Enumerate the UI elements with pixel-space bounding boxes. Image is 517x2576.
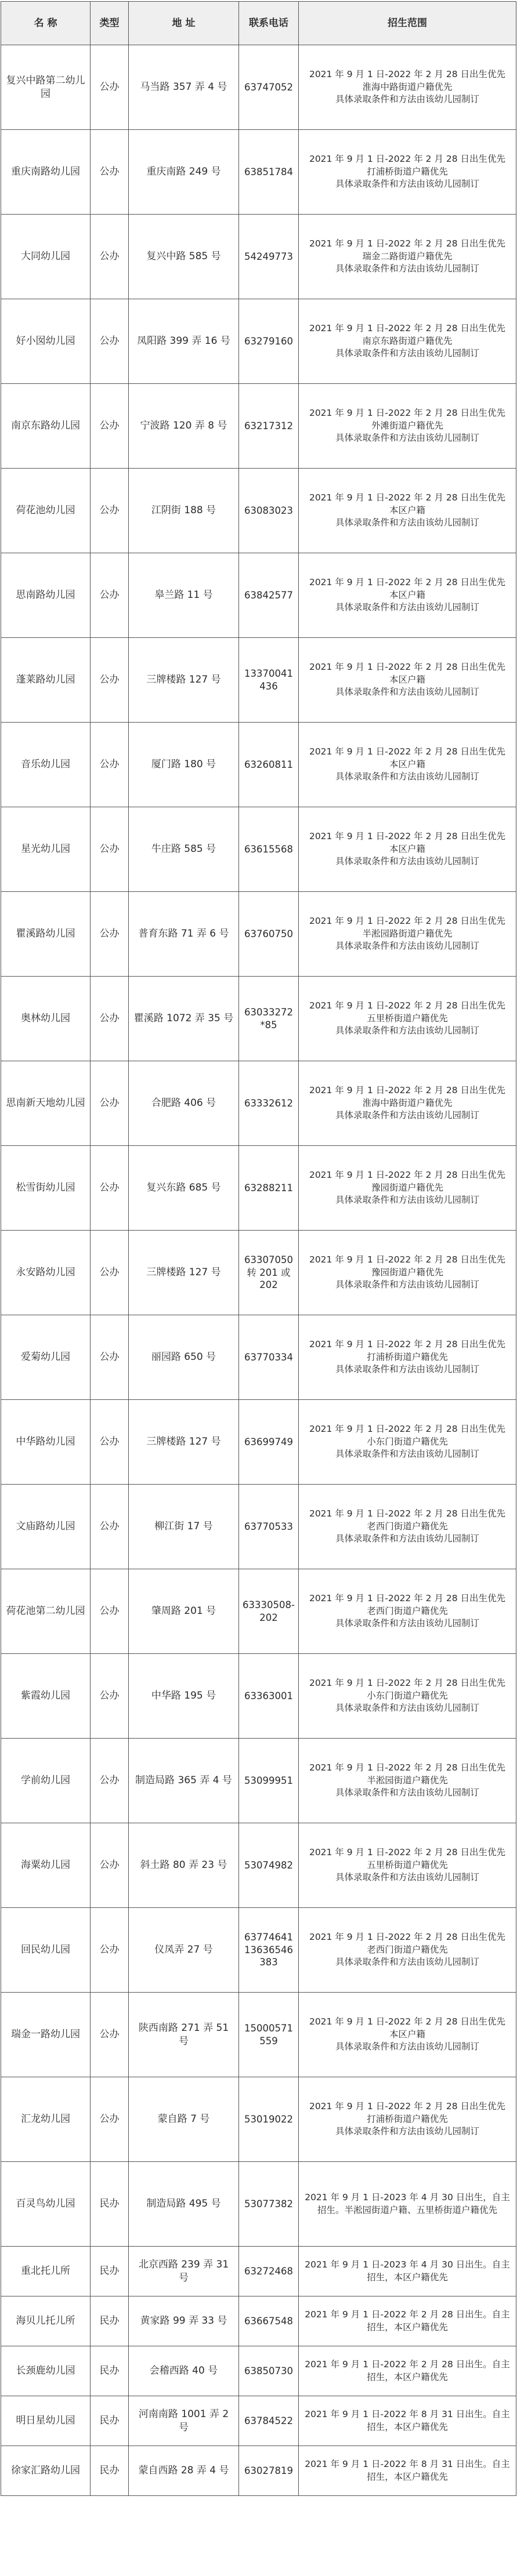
address-cell: 宁波路 120 弄 8 号 — [129, 384, 239, 469]
address-cell: 中华路 195 号 — [129, 1654, 239, 1739]
address-cell: 牛庄路 585 号 — [129, 807, 239, 892]
kindergarten-name-cell: 南京东路幼儿园 — [1, 384, 91, 469]
school-type-cell: 公办 — [91, 807, 129, 892]
kindergarten-name-cell: 紫霞幼儿园 — [1, 1654, 91, 1739]
enrollment-scope-cell: 2021 年 9 月 1 日-2022 年 2 月 28 日出生优先 老西门街道户籍优先 具体录取条件和方法由该幼儿园制订 — [299, 1485, 516, 1569]
address-cell: 黄家路 99 弄 33 号 — [129, 2296, 239, 2346]
table-row — [1, 1823, 516, 1908]
kindergarten-name-cell: 荷花池幼儿园 — [1, 469, 91, 553]
table-row — [1, 1908, 516, 1993]
enrollment-scope-cell: 2021 年 9 月 1 日-2022 年 2 月 28 日出生优先 老西门街道户籍优先 具体录取条件和方法由该幼儿园制订 — [299, 1908, 516, 1993]
phone-cell: 63083023 — [239, 469, 299, 553]
enrollment-scope-cell: 2021 年 9 月 1 日-2023 年 4 月 30 日出生，自主招生。半淞园街道户籍、五里桥街道户籍优先 — [299, 2162, 516, 2247]
school-type-cell: 公办 — [91, 1231, 129, 1315]
enrollment-scope-cell: 2021 年 9 月 1 日-2022 年 8 月 31 日出生。自主招生，本区户籍优先 — [299, 2446, 516, 2496]
table-row — [1, 807, 516, 892]
table-row — [1, 299, 516, 384]
kindergarten-name-cell: 重北托儿所 — [1, 2247, 91, 2296]
enrollment-scope-cell: 2021 年 9 月 1 日-2022 年 2 月 28 日出生。自主招生，本区户籍优先 — [299, 2296, 516, 2346]
kindergarten-name-cell: 星光幼儿园 — [1, 807, 91, 892]
enrollment-scope-cell: 2021 年 9 月 1 日-2022 年 2 月 28 日出生优先 打浦桥街道户籍优先 具体录取条件和方法由该幼儿园制订 — [299, 2077, 516, 2162]
enrollment-scope-cell: 2021 年 9 月 1 日-2022 年 2 月 28 日出生优先 本区户籍 具体录取条件和方法由该幼儿园制订 — [299, 553, 516, 638]
school-type-cell: 公办 — [91, 723, 129, 807]
phone-cell: 63330508-202 — [239, 1569, 299, 1654]
address-cell: 仪凤弄 27 号 — [129, 1908, 239, 1993]
kindergarten-name-cell: 百灵鸟幼儿园 — [1, 2162, 91, 2247]
address-cell: 制造局路 365 弄 4 号 — [129, 1739, 239, 1823]
school-type-cell: 公办 — [91, 1061, 129, 1146]
phone-cell: 63784522 — [239, 2396, 299, 2446]
kindergarten-name-cell: 思南新天地幼儿园 — [1, 1061, 91, 1146]
table-row — [1, 130, 516, 215]
school-type-cell: 公办 — [91, 215, 129, 299]
school-type-cell: 公办 — [91, 2077, 129, 2162]
phone-cell: 54249773 — [239, 215, 299, 299]
table-row — [1, 215, 516, 299]
table-row — [1, 1485, 516, 1569]
enrollment-scope-cell: 2021 年 9 月 1 日-2022 年 2 月 28 日出生优先 打浦桥街道户籍优先 具体录取条件和方法由该幼儿园制订 — [299, 130, 516, 215]
table-row — [1, 1654, 516, 1739]
kindergarten-name-cell: 松雪街幼儿园 — [1, 1146, 91, 1231]
address-cell: 斜土路 80 弄 23 号 — [129, 1823, 239, 1908]
phone-cell: 63260811 — [239, 723, 299, 807]
school-type-cell: 民办 — [91, 2396, 129, 2446]
phone-cell: 63747052 — [239, 45, 299, 130]
kindergarten-name-cell: 中华路幼儿园 — [1, 1400, 91, 1485]
address-cell: 马当路 357 弄 4 号 — [129, 45, 239, 130]
table-row — [1, 1231, 516, 1315]
table-row — [1, 2247, 516, 2296]
address-cell: 复兴中路 585 号 — [129, 215, 239, 299]
phone-cell: 63027819 — [239, 2446, 299, 2496]
kindergarten-name-cell: 好小囡幼儿园 — [1, 299, 91, 384]
address-cell: 皋兰路 11 号 — [129, 553, 239, 638]
address-cell: 三牌楼路 127 号 — [129, 1231, 239, 1315]
kindergarten-name-cell: 思南路幼儿园 — [1, 553, 91, 638]
phone-cell: 13370041436 — [239, 638, 299, 723]
address-cell: 三牌楼路 127 号 — [129, 1400, 239, 1485]
phone-cell: 63217312 — [239, 384, 299, 469]
table-row — [1, 1315, 516, 1400]
school-type-cell: 公办 — [91, 130, 129, 215]
phone-cell: 53074982 — [239, 1823, 299, 1908]
enrollment-scope-cell: 2021 年 9 月 1 日-2022 年 2 月 28 日出生优先 淮海中路街道户籍优先 具体录取条件和方法由该幼儿园制订 — [299, 1061, 516, 1146]
address-cell: 柳江街 17 号 — [129, 1485, 239, 1569]
phone-cell: 63307050转 201 或 202 — [239, 1231, 299, 1315]
kindergarten-table-container — [1, 1, 516, 2496]
school-type-cell: 公办 — [91, 1315, 129, 1400]
header-row — [1, 2, 516, 45]
table-row — [1, 638, 516, 723]
kindergarten-name-cell: 明日星幼儿园 — [1, 2396, 91, 2446]
phone-cell: 63279160 — [239, 299, 299, 384]
enrollment-scope-cell: 2021 年 9 月 1 日-2022 年 2 月 28 日出生优先 豫园街道户籍优先 具体录取条件和方法由该幼儿园制订 — [299, 1231, 516, 1315]
enrollment-scope-cell: 2021 年 9 月 1 日-2022 年 2 月 28 日出生优先 外滩街道户籍优先 具体录取条件和方法由该幼儿园制订 — [299, 384, 516, 469]
table-row — [1, 469, 516, 553]
enrollment-scope-cell: 2021 年 9 月 1 日-2022 年 2 月 28 日出生优先 南京东路街道户籍优先 具体录取条件和方法由该幼儿园制订 — [299, 299, 516, 384]
kindergarten-name-cell: 学前幼儿园 — [1, 1739, 91, 1823]
table-row — [1, 2162, 516, 2247]
school-type-cell: 公办 — [91, 1569, 129, 1654]
kindergarten-name-cell: 荷花池第二幼儿园 — [1, 1569, 91, 1654]
phone-cell: 15000571559 — [239, 1993, 299, 2077]
address-cell: 北京西路 239 弄 31 号 — [129, 2247, 239, 2296]
header-address: 地 址 — [129, 2, 239, 45]
enrollment-scope-cell: 2021 年 9 月 1 日-2022 年 2 月 28 日出生优先 本区户籍 具体录取条件和方法由该幼儿园制订 — [299, 1993, 516, 2077]
kindergarten-name-cell: 永安路幼儿园 — [1, 1231, 91, 1315]
school-type-cell: 公办 — [91, 469, 129, 553]
kindergarten-name-cell: 瞿溪路幼儿园 — [1, 892, 91, 977]
table-row — [1, 1739, 516, 1823]
address-cell: 合肥路 406 号 — [129, 1061, 239, 1146]
kindergarten-name-cell: 爱菊幼儿园 — [1, 1315, 91, 1400]
table-row — [1, 1569, 516, 1654]
phone-cell: 63272468 — [239, 2247, 299, 2296]
address-cell: 肇周路 201 号 — [129, 1569, 239, 1654]
phone-cell: 63288211 — [239, 1146, 299, 1231]
school-type-cell: 公办 — [91, 1823, 129, 1908]
school-type-cell: 公办 — [91, 384, 129, 469]
address-cell: 瞿溪路 1072 弄 35 号 — [129, 977, 239, 1061]
table-row — [1, 553, 516, 638]
kindergarten-name-cell: 大同幼儿园 — [1, 215, 91, 299]
address-cell: 蒙自路 7 号 — [129, 2077, 239, 2162]
school-type-cell: 公办 — [91, 45, 129, 130]
kindergarten-name-cell: 音乐幼儿园 — [1, 723, 91, 807]
enrollment-scope-cell: 2021 年 9 月 1 日-2022 年 2 月 28 日出生优先 小东门街道户籍优先 具体录取条件和方法由该幼儿园制订 — [299, 1654, 516, 1739]
table-row — [1, 1400, 516, 1485]
table-row — [1, 892, 516, 977]
table-row — [1, 384, 516, 469]
enrollment-scope-cell: 2021 年 9 月 1 日-2022 年 2 月 28 日出生优先 豫园街道户籍优先 具体录取条件和方法由该幼儿园制订 — [299, 1146, 516, 1231]
enrollment-scope-cell: 2021 年 9 月 1 日-2022 年 2 月 28 日出生。自主招生，本区户籍优先 — [299, 2346, 516, 2396]
school-type-cell: 民办 — [91, 2247, 129, 2296]
address-cell: 普育东路 71 弄 6 号 — [129, 892, 239, 977]
table-row — [1, 2296, 516, 2346]
kindergarten-name-cell: 重庆南路幼儿园 — [1, 130, 91, 215]
enrollment-scope-cell: 2021 年 9 月 1 日-2022 年 2 月 28 日出生优先 五里桥街道户籍优先 具体录取条件和方法由该幼儿园制订 — [299, 977, 516, 1061]
kindergarten-name-cell: 长颈鹿幼儿园 — [1, 2346, 91, 2396]
school-type-cell: 公办 — [91, 1654, 129, 1739]
address-cell: 制造局路 495 号 — [129, 2162, 239, 2247]
phone-cell: 63770334 — [239, 1315, 299, 1400]
kindergarten-name-cell: 奥林幼儿园 — [1, 977, 91, 1061]
enrollment-scope-cell: 2021 年 9 月 1 日-2022 年 2 月 28 日出生优先 本区户籍 具体录取条件和方法由该幼儿园制订 — [299, 638, 516, 723]
address-cell: 凤阳路 399 弄 16 号 — [129, 299, 239, 384]
school-type-cell: 公办 — [91, 1908, 129, 1993]
school-type-cell: 公办 — [91, 299, 129, 384]
phone-cell: 63851784 — [239, 130, 299, 215]
phone-cell: 63774641 13636546383 — [239, 1908, 299, 1993]
enrollment-scope-cell: 2021 年 9 月 1 日-2022 年 2 月 28 日出生优先 半淞园路街道户籍优先 具体录取条件和方法由该幼儿园制订 — [299, 892, 516, 977]
school-type-cell: 民办 — [91, 2446, 129, 2496]
table-row — [1, 977, 516, 1061]
school-type-cell: 公办 — [91, 977, 129, 1061]
table-row — [1, 2077, 516, 2162]
address-cell: 重庆南路 249 号 — [129, 130, 239, 215]
enrollment-scope-cell: 2021 年 9 月 1 日-2022 年 2 月 28 日出生优先 本区户籍 具体录取条件和方法由该幼儿园制订 — [299, 723, 516, 807]
address-cell: 复兴东路 685 号 — [129, 1146, 239, 1231]
school-type-cell: 公办 — [91, 1485, 129, 1569]
enrollment-scope-cell: 2021 年 9 月 1 日-2022 年 2 月 28 日出生优先 打浦桥街道户籍优先 具体录取条件和方法由该幼儿园制订 — [299, 1315, 516, 1400]
kindergarten-name-cell: 复兴中路第二幼儿园 — [1, 45, 91, 130]
address-cell: 三牌楼路 127 号 — [129, 638, 239, 723]
enrollment-scope-cell: 2021 年 9 月 1 日-2022 年 2 月 28 日出生优先 本区户籍 具体录取条件和方法由该幼儿园制订 — [299, 807, 516, 892]
phone-cell: 63363001 — [239, 1654, 299, 1739]
enrollment-scope-cell: 2021 年 9 月 1 日-2022 年 2 月 28 日出生优先 老西门街道户籍优先 具体录取条件和方法由该幼儿园制订 — [299, 1569, 516, 1654]
phone-cell: 63842577 — [239, 553, 299, 638]
table-body — [1, 45, 516, 2496]
phone-cell: 63667548 — [239, 2296, 299, 2346]
phone-cell: 53077382 — [239, 2162, 299, 2247]
address-cell: 会稽西路 40 号 — [129, 2346, 239, 2396]
table-row — [1, 2396, 516, 2446]
school-type-cell: 公办 — [91, 1739, 129, 1823]
school-type-cell: 民办 — [91, 2346, 129, 2396]
school-type-cell: 公办 — [91, 1400, 129, 1485]
enrollment-scope-cell: 2021 年 9 月 1 日-2022 年 2 月 28 日出生优先 淮海中路街道户籍优先 具体录取条件和方法由该幼儿园制订 — [299, 45, 516, 130]
phone-cell: 63770533 — [239, 1485, 299, 1569]
address-cell: 陕西南路 271 弄 51 号 — [129, 1993, 239, 2077]
phone-cell: 63850730 — [239, 2346, 299, 2396]
school-type-cell: 公办 — [91, 553, 129, 638]
phone-cell: 63332612 — [239, 1061, 299, 1146]
table-row — [1, 1061, 516, 1146]
school-type-cell: 公办 — [91, 892, 129, 977]
address-cell: 河南南路 1001 弄 2 号 — [129, 2396, 239, 2446]
school-type-cell: 民办 — [91, 2296, 129, 2346]
school-type-cell: 公办 — [91, 1993, 129, 2077]
address-cell: 丽园路 650 号 — [129, 1315, 239, 1400]
enrollment-scope-cell: 2021 年 9 月 1 日-2023 年 4 月 30 日出生。自主招生，本区户籍优先 — [299, 2247, 516, 2296]
table-row — [1, 1146, 516, 1231]
phone-cell: 53019022 — [239, 2077, 299, 2162]
enrollment-scope-cell: 2021 年 9 月 1 日-2022 年 8 月 31 日出生。自主招生，本区户籍优先 — [299, 2396, 516, 2446]
kindergarten-name-cell: 汇龙幼儿园 — [1, 2077, 91, 2162]
school-type-cell: 公办 — [91, 638, 129, 723]
enrollment-scope-cell: 2021 年 9 月 1 日-2022 年 2 月 28 日出生优先 半淞园街道户籍优先 具体录取条件和方法由该幼儿园制订 — [299, 1739, 516, 1823]
school-type-cell: 公办 — [91, 1146, 129, 1231]
table-row — [1, 723, 516, 807]
table-row — [1, 2446, 516, 2496]
school-type-cell: 民办 — [91, 2162, 129, 2247]
header-phone: 联系电话 — [239, 2, 299, 45]
phone-cell: 63760750 — [239, 892, 299, 977]
address-cell: 蒙自西路 28 弄 4 号 — [129, 2446, 239, 2496]
kindergarten-name-cell: 海粟幼儿园 — [1, 1823, 91, 1908]
address-cell: 厦门路 180 号 — [129, 723, 239, 807]
phone-cell: 63699749 — [239, 1400, 299, 1485]
kindergarten-name-cell: 徐家汇路幼儿园 — [1, 2446, 91, 2496]
header-type: 类型 — [91, 2, 129, 45]
phone-cell: 53099951 — [239, 1739, 299, 1823]
kindergarten-name-cell: 文庙路幼儿园 — [1, 1485, 91, 1569]
table-row — [1, 2346, 516, 2396]
enrollment-scope-cell: 2021 年 9 月 1 日-2022 年 2 月 28 日出生优先 五里桥街道户籍优先 具体录取条件和方法由该幼儿园制订 — [299, 1823, 516, 1908]
kindergarten-name-cell: 海贝儿托儿所 — [1, 2296, 91, 2346]
kindergarten-name-cell: 瑞金一路幼儿园 — [1, 1993, 91, 2077]
table-row — [1, 45, 516, 130]
address-cell: 江阴街 188 号 — [129, 469, 239, 553]
table-row — [1, 1993, 516, 2077]
header-name: 名 称 — [1, 2, 91, 45]
kindergarten-name-cell: 回民幼儿园 — [1, 1908, 91, 1993]
phone-cell: 63033272*85 — [239, 977, 299, 1061]
enrollment-scope-cell: 2021 年 9 月 1 日-2022 年 2 月 28 日出生优先 小东门街道户籍优先 具体录取条件和方法由该幼儿园制订 — [299, 1400, 516, 1485]
kindergarten-name-cell: 蓬莱路幼儿园 — [1, 638, 91, 723]
enrollment-scope-cell: 2021 年 9 月 1 日-2022 年 2 月 28 日出生优先 本区户籍 具体录取条件和方法由该幼儿园制订 — [299, 469, 516, 553]
header-scope: 招生范围 — [299, 2, 516, 45]
kindergarten-enrollment-table — [1, 1, 516, 2496]
phone-cell: 63615568 — [239, 807, 299, 892]
enrollment-scope-cell: 2021 年 9 月 1 日-2022 年 2 月 28 日出生优先 瑞金二路街道户籍优先 具体录取条件和方法由该幼儿园制订 — [299, 215, 516, 299]
